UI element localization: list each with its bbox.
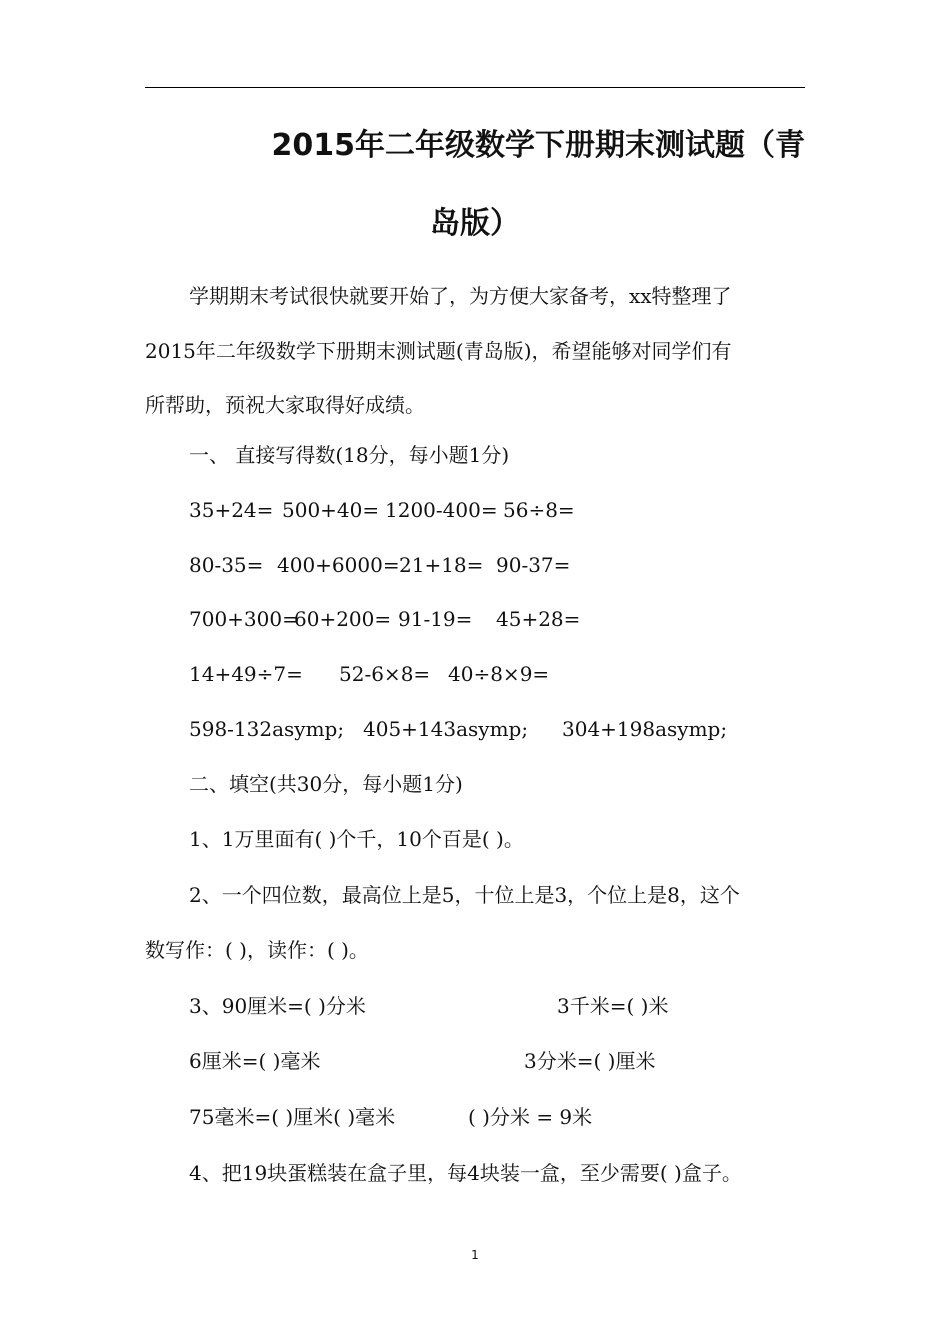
calc-item: 35+24=: [189, 498, 274, 522]
document-title-line-2: 岛版）: [430, 206, 520, 241]
document-title-line-1: 2015年二年级数学下册期末测试题（青: [271, 128, 805, 163]
calc-item: 45+28=: [496, 607, 581, 631]
intro-line-2: 2015年二年级数学下册期末测试题(青岛版)，希望能够对同学们有: [145, 339, 732, 363]
calc-item: 60+200=: [294, 607, 392, 631]
intro-line-3: 所帮助，预祝大家取得好成绩。: [145, 393, 425, 417]
question-2-line-2: 数写作：( )，读作：( )。: [145, 938, 369, 962]
unit-conversion-item: 75毫米=( )厘米( )毫米: [189, 1105, 396, 1129]
question-2-line-1: 2、一个四位数，最高位上是5，十位上是3，个位上是8，这个: [189, 883, 740, 907]
unit-conversion-item: 6厘米=( )毫米: [189, 1049, 321, 1073]
unit-conversion-item: 3千米=( )米: [557, 994, 669, 1018]
calc-item: 1200-400=: [385, 498, 498, 522]
calc-item: 56÷8=: [503, 498, 575, 522]
calc-item: 598-132asymp;: [189, 717, 345, 741]
calc-item: 304+198asymp;: [562, 717, 728, 741]
section-2-heading: 二、填空(共30分，每小题1分): [189, 772, 463, 796]
calc-item: 91-19=: [398, 607, 473, 631]
calc-item: 400+6000=: [277, 553, 400, 577]
section-1-heading: 一、 直接写得数(18分，每小题1分): [189, 443, 510, 467]
question-1: 1、1万里面有( )个千，10个百是( )。: [189, 827, 524, 851]
calc-item: 405+143asymp;: [363, 717, 529, 741]
calc-item: 21+18=: [399, 553, 484, 577]
header-rule: [145, 87, 805, 88]
calc-item: 52-6×8=: [339, 662, 431, 686]
calc-item: 14+49÷7=: [189, 662, 303, 686]
calc-item: 700+300=: [189, 607, 299, 631]
calc-item: 80-35=: [189, 553, 264, 577]
intro-line-1: 学期期末考试很快就要开始了，为方便大家备考，xx特整理了: [189, 284, 732, 308]
unit-conversion-item: ( )分米 = 9米: [468, 1105, 593, 1129]
unit-conversion-item: 3分米=( )厘米: [524, 1049, 656, 1073]
unit-conversion-item: 3、90厘米=( )分米: [189, 994, 366, 1018]
page-number: 1: [471, 1248, 479, 1262]
calc-item: 500+40=: [282, 498, 380, 522]
question-4: 4、把19块蛋糕装在盒子里，每4块装一盒，至少需要( )盒子。: [189, 1161, 742, 1185]
calc-item: 40÷8×9=: [448, 662, 550, 686]
calc-item: 90-37=: [496, 553, 571, 577]
